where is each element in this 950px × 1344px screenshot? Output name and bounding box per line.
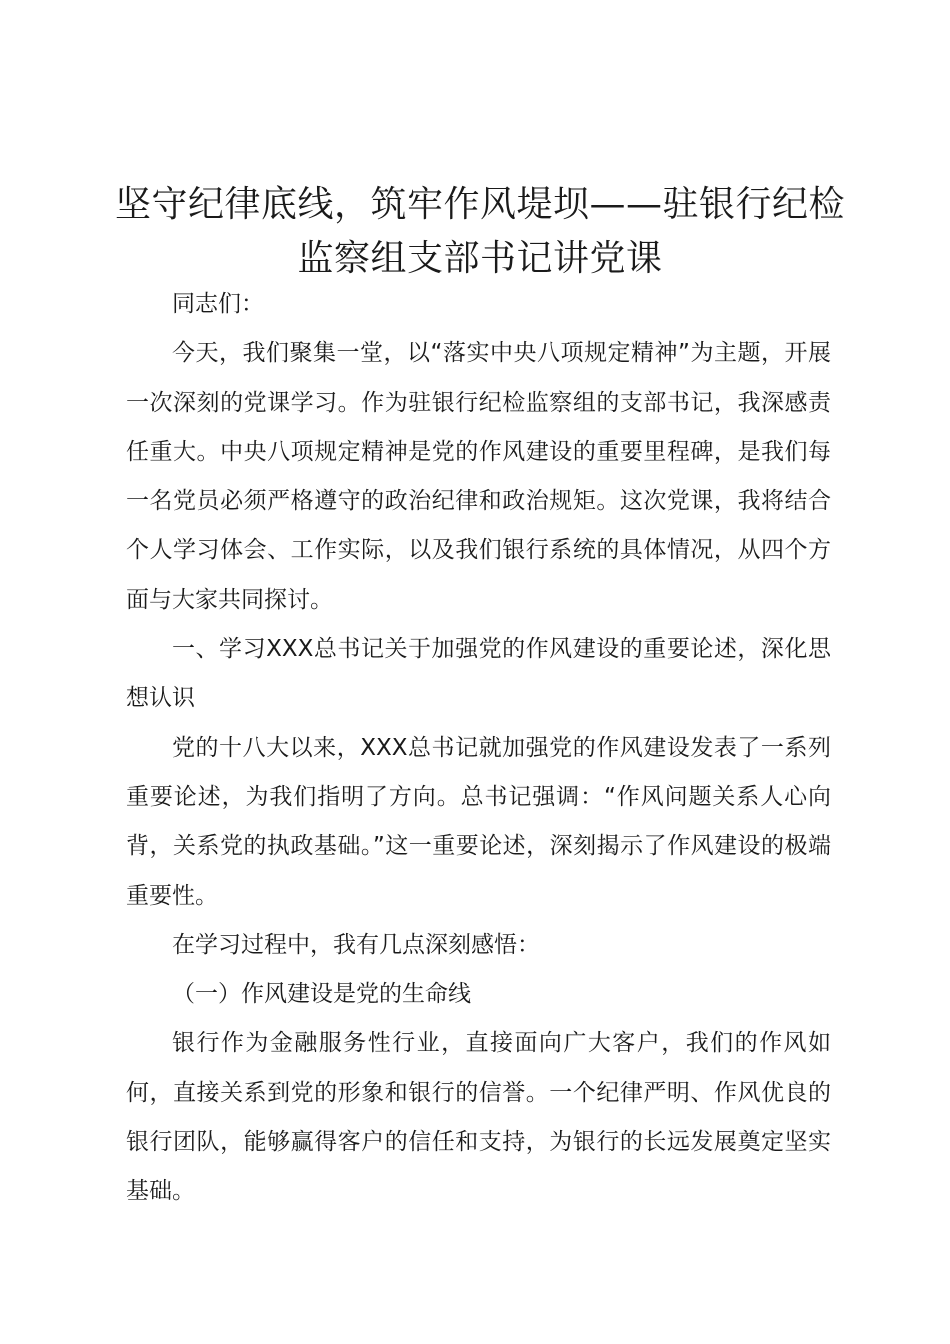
document-title: 坚守纪律底线，筑牢作风堤坝——驻银行纪检监察组支部书记讲党课 xyxy=(114,184,845,279)
subheading-1: （一）作风建设是党的生命线 xyxy=(172,981,471,1008)
paragraph-section-1: 党的十八大以来，XXX总书记就加强党的作风建设发表了一系列重要论述，为我们指明了方向。总书记强调：“作风问题关系人心向背，关系党的执政基础。”这一重要论述，深刻揭示了作风建设的极端重要性。 xyxy=(126,734,831,909)
section-heading-1: 一、学习XXX总书记关于加强党的作风建设的重要论述，深化思想认识 xyxy=(126,636,831,712)
salutation: 同志们： xyxy=(172,291,264,317)
document-body xyxy=(126,280,831,1217)
paragraph-subsection-1: 银行作为金融服务性行业，直接面向广大客户，我们的作风如何，直接关系到党的形象和银行的信誉。一个纪律严明、作风优良的银行团队，能够赢得客户的信任和支持，为银行的长远发展奠定坚实基础。 xyxy=(126,1030,831,1205)
paragraph-intro: 今天，我们聚集一堂，以“落实中央八项规定精神”为主题，开展一次深刻的党课学习。作为驻银行纪检监察组的支部书记，我深感责任重大。中央八项规定精神是党的作风建设的重要里程碑，是我们每一名党员必须严格遵守的政治纪律和政治规矩。这次党课，我将结合个人学习体会、工作实际，以及我们银行系统的具体情况，从四个方面与大家共同探讨。 xyxy=(126,340,831,613)
paragraph-reflection: 在学习过程中，我有几点深刻感悟： xyxy=(172,931,540,958)
